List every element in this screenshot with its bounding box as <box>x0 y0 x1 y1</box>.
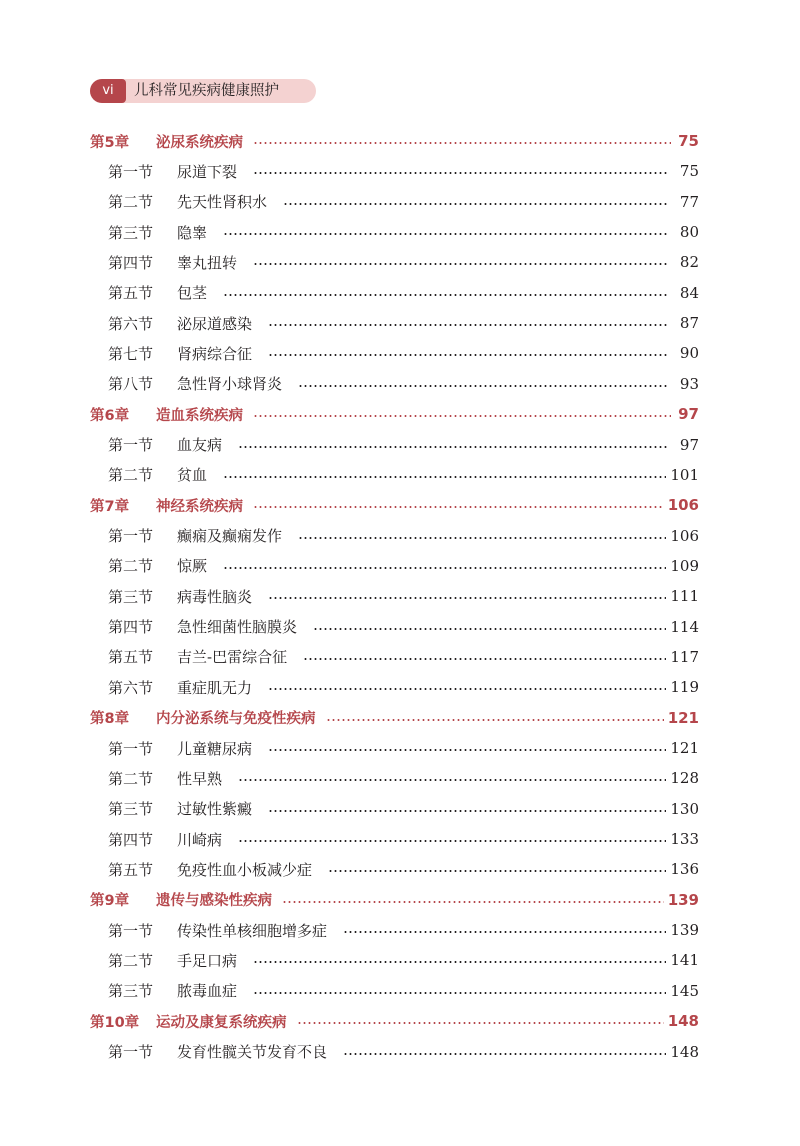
page-number: 145 <box>670 981 699 1000</box>
page-number: 90 <box>679 344 699 363</box>
section-number: 第四节 <box>108 830 154 849</box>
section-number: 第三节 <box>108 587 154 606</box>
section-title: 手足口病 <box>177 951 238 970</box>
dot-leader <box>223 567 666 569</box>
toc-section-row[interactable] <box>0 915 800 945</box>
section-title: 尿道下裂 <box>177 162 238 181</box>
section-number: 第二节 <box>108 193 154 212</box>
section-title: 免疫性血小板减少症 <box>177 860 313 879</box>
toc-section-row[interactable] <box>0 430 800 460</box>
section-number: 第二节 <box>108 951 154 970</box>
section-number: 第五节 <box>108 860 154 879</box>
section-title: 急性细菌性脑膜炎 <box>177 618 298 637</box>
dot-leader <box>238 446 669 448</box>
dot-leader <box>268 354 669 356</box>
page-number: 130 <box>670 799 699 818</box>
toc-section-row[interactable] <box>0 794 800 824</box>
toc-section-row[interactable] <box>0 551 800 581</box>
chapter-number: 第7章 <box>90 498 130 515</box>
chapter-number: 第5章 <box>90 134 130 151</box>
chapter-title: 遗传与感染性疾病 <box>156 893 272 910</box>
toc-entry-label <box>108 616 297 637</box>
toc-section-row[interactable] <box>0 733 800 763</box>
toc-section-row[interactable] <box>0 460 800 490</box>
section-title: 贫血 <box>177 466 208 485</box>
page-number: 139 <box>667 890 699 909</box>
toc-section-row[interactable] <box>0 581 800 611</box>
toc-section-row[interactable] <box>0 854 800 884</box>
dot-leader <box>268 749 666 751</box>
chapter-title: 造血系统疾病 <box>156 407 243 424</box>
dot-leader <box>223 476 666 478</box>
page-number: 141 <box>670 951 699 970</box>
dot-leader <box>268 324 669 326</box>
chapter-number: 第8章 <box>90 711 130 728</box>
section-number: 第二节 <box>108 769 154 788</box>
section-number: 第三节 <box>108 223 154 242</box>
dot-leader <box>313 628 666 630</box>
section-number: 第八节 <box>108 375 154 394</box>
chapter-title: 泌尿系统疾病 <box>156 134 243 151</box>
section-title: 急性肾小球肾炎 <box>177 375 283 394</box>
page-number: 119 <box>670 678 699 697</box>
page-number: 109 <box>670 556 699 575</box>
section-number: 第四节 <box>108 253 154 272</box>
dot-leader <box>238 779 666 781</box>
section-number: 第五节 <box>108 284 154 303</box>
section-title: 血友病 <box>177 436 223 454</box>
section-title: 癫痫及癫痫发作 <box>177 527 283 546</box>
toc-chapter-row[interactable] <box>0 703 800 733</box>
section-number: 第一节 <box>108 527 154 546</box>
dot-leader <box>297 1022 664 1024</box>
page-number: 87 <box>679 314 699 333</box>
chapter-number: 第10章 <box>90 1014 140 1031</box>
page-number: 114 <box>670 617 699 636</box>
toc-section-row[interactable] <box>0 278 800 308</box>
dot-leader <box>343 1053 666 1055</box>
toc-entry-label <box>108 829 222 850</box>
section-title: 过敏性紫癜 <box>177 800 253 819</box>
section-title: 隐睾 <box>177 223 208 242</box>
dot-leader <box>238 840 666 842</box>
section-title: 儿童糖尿病 <box>177 739 253 758</box>
page-number: 75 <box>678 132 699 150</box>
toc-entry-label <box>90 495 243 516</box>
toc-section-row[interactable] <box>0 1037 800 1067</box>
dot-leader <box>303 658 666 660</box>
toc-entry-label <box>108 768 222 789</box>
toc-entry-label <box>108 980 237 1001</box>
toc-entry-label <box>108 373 282 394</box>
page-number: 136 <box>670 860 699 879</box>
toc-entry-label <box>108 313 252 334</box>
chapter-title: 内分泌系统与免疫性疾病 <box>156 711 316 728</box>
running-header <box>90 79 316 103</box>
toc-entry-label <box>108 525 282 546</box>
page-number: 121 <box>667 708 699 727</box>
page-number: 106 <box>670 526 699 545</box>
section-number: 第四节 <box>108 618 154 637</box>
toc-entry-label <box>108 161 237 182</box>
toc-entry-label <box>108 282 207 303</box>
toc-entry-label <box>108 677 252 698</box>
page-number: 117 <box>670 647 699 666</box>
toc-entry-label <box>90 1011 287 1032</box>
toc-entry-label <box>108 586 252 607</box>
page-number: 97 <box>678 405 699 424</box>
section-title: 川崎病 <box>177 830 223 849</box>
toc-section-row[interactable] <box>0 369 800 399</box>
toc-chapter-row[interactable] <box>0 399 800 429</box>
toc-entry-label <box>108 950 237 971</box>
page-number: 128 <box>670 769 699 788</box>
dot-leader <box>253 172 669 174</box>
section-title: 重症肌无力 <box>177 678 253 697</box>
toc-entry-label <box>108 555 207 576</box>
page-number: 97 <box>679 435 699 454</box>
section-number: 第五节 <box>108 648 154 667</box>
dot-leader <box>253 961 666 963</box>
toc-entry-label <box>108 464 207 485</box>
section-number: 第六节 <box>108 678 154 697</box>
dot-leader <box>326 719 664 721</box>
page-number: 82 <box>679 253 699 272</box>
section-number: 第一节 <box>108 162 154 181</box>
section-title: 吉兰-巴雷综合征 <box>177 648 288 667</box>
section-title: 传染性单核细胞增多症 <box>177 921 328 940</box>
chapter-title: 神经系统疾病 <box>156 498 243 515</box>
dot-leader <box>282 901 664 903</box>
section-number: 第二节 <box>108 466 154 485</box>
toc-section-row[interactable] <box>0 247 800 277</box>
toc-entry-label <box>108 646 287 667</box>
toc-section-row[interactable] <box>0 338 800 368</box>
toc-entry-label <box>108 859 312 880</box>
section-number: 第三节 <box>108 800 154 819</box>
page-number: 93 <box>679 374 699 393</box>
toc-section-row[interactable] <box>0 976 800 1006</box>
dot-leader <box>298 537 666 539</box>
toc-section-row[interactable] <box>0 824 800 854</box>
page-number: 148 <box>667 1012 699 1031</box>
dot-leader <box>253 506 664 508</box>
toc-entry-label <box>108 738 252 759</box>
toc-section-row[interactable] <box>0 945 800 975</box>
chapter-title: 运动及康复系统疾病 <box>156 1014 287 1031</box>
page-number: 101 <box>670 465 699 484</box>
section-number: 第三节 <box>108 982 154 1001</box>
section-title: 泌尿道感染 <box>177 314 253 333</box>
page-number: 84 <box>679 283 699 302</box>
page-number: 139 <box>670 921 699 940</box>
toc-chapter-row[interactable] <box>0 126 800 156</box>
dot-leader <box>223 233 669 235</box>
dot-leader <box>268 810 666 812</box>
chapter-number: 第6章 <box>90 407 130 424</box>
section-number: 第二节 <box>108 557 154 576</box>
toc-section-row[interactable] <box>0 156 800 186</box>
page-number: 75 <box>679 162 699 181</box>
section-title: 惊厥 <box>177 557 208 576</box>
dot-leader <box>253 263 669 265</box>
page-number: 77 <box>679 192 699 211</box>
section-title: 发育性髋关节发育不良 <box>177 1043 328 1061</box>
toc-entry-label <box>108 252 237 273</box>
dot-leader <box>328 870 666 872</box>
dot-leader <box>253 992 666 994</box>
toc-entry-label <box>108 798 252 819</box>
toc-section-row[interactable] <box>0 612 800 642</box>
toc-entry-label <box>108 191 267 212</box>
page-number: 80 <box>679 223 699 242</box>
section-title: 睾丸扭转 <box>177 253 238 272</box>
section-title: 病毒性脑炎 <box>177 587 253 606</box>
section-title: 先天性肾积水 <box>177 193 268 212</box>
toc-entry-label <box>90 707 316 728</box>
dot-leader <box>268 688 666 690</box>
dot-leader <box>223 294 669 296</box>
section-number: 第七节 <box>108 344 154 363</box>
section-number: 第六节 <box>108 314 154 333</box>
toc-chapter-row[interactable] <box>0 1006 800 1036</box>
chapter-number: 第9章 <box>90 893 130 910</box>
dot-leader <box>283 203 669 205</box>
toc-entry-label <box>90 404 243 425</box>
section-title: 肾病综合征 <box>177 344 253 363</box>
toc-entry-label <box>90 131 243 152</box>
page-number: 106 <box>667 496 699 515</box>
section-number: 第一节 <box>108 921 154 940</box>
toc-entry-label <box>108 1041 327 1062</box>
toc-section-row[interactable] <box>0 642 800 672</box>
toc-entry-label <box>108 343 252 364</box>
page-number: 111 <box>670 587 699 606</box>
page-number: 121 <box>670 739 699 757</box>
toc-section-row[interactable] <box>0 763 800 793</box>
section-title: 脓毒血症 <box>177 982 238 1001</box>
dot-leader <box>253 415 671 417</box>
dot-leader <box>268 597 666 599</box>
toc-chapter-row[interactable] <box>0 885 800 915</box>
section-number: 第一节 <box>108 436 154 454</box>
section-title: 性早熟 <box>177 769 223 788</box>
section-number: 第一节 <box>108 739 154 758</box>
page-number: 133 <box>670 830 699 849</box>
toc-chapter-row[interactable] <box>0 490 800 520</box>
section-number: 第一节 <box>108 1043 154 1061</box>
dot-leader <box>253 142 671 144</box>
dot-leader <box>298 385 669 387</box>
page-number: 148 <box>670 1042 699 1061</box>
toc-section-row[interactable] <box>0 308 800 338</box>
toc-section-row[interactable] <box>0 217 800 247</box>
section-title: 包茎 <box>177 284 208 303</box>
toc-entry-label <box>90 889 272 910</box>
page-number-badge: vi <box>90 79 126 103</box>
toc-entry-label <box>108 434 222 455</box>
toc-section-row[interactable] <box>0 187 800 217</box>
toc-entry-label <box>108 222 207 243</box>
toc-entry-label <box>108 920 327 941</box>
toc-section-row[interactable] <box>0 672 800 702</box>
book-title: 儿科常见疾病健康照护 <box>134 83 279 99</box>
toc-section-row[interactable] <box>0 521 800 551</box>
dot-leader <box>343 931 666 933</box>
